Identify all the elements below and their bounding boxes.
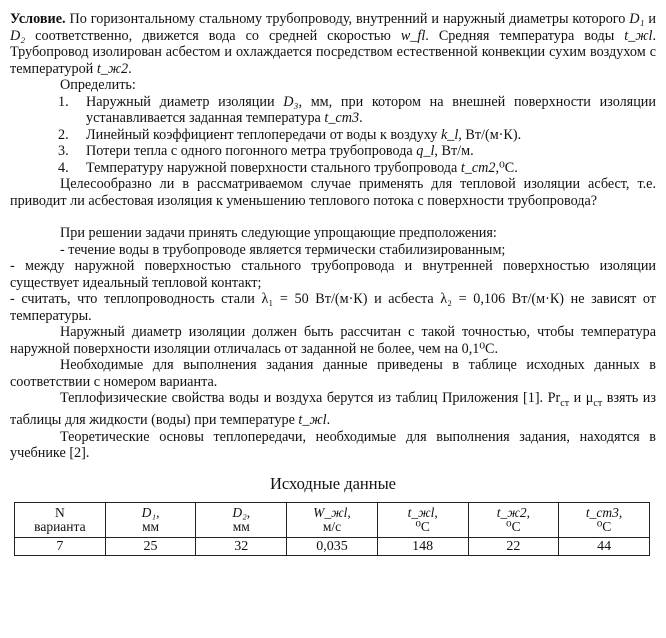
var-wf: w_fl: [400, 27, 426, 44]
header-cell: t_жl, ⁰C: [377, 503, 468, 538]
condition-paragraph: Условие. По горизонтальному стальному трубопроводу, внутренний и наружный диаметры которого D₁ и D₂ соответственно, движется вода со средней скоростью w_fl. Средняя температура воды t_жl. Трубопровод изолирован асбестом и охлаждается посредством естественной конвекции сухим воздухом с температурой t_ж2.: [10, 11, 657, 77]
table-cell: 32: [196, 538, 287, 556]
theory-paragraph: Теоретические основы теплопередачи, необходимые для выполнения задания, находятся в учебнике [2].: [10, 428, 656, 462]
assumptions-intro: При решении задачи принять следующие упрощающие предположения:: [60, 225, 497, 241]
task-item: 3. Потери тепла с одного погонного метра трубопровода q_l, Вт/м.: [58, 143, 474, 159]
source-data-table: [14, 502, 650, 556]
header-cell: D₁, мм: [105, 503, 196, 538]
assumption-2: - между наружной поверхностью стального трубопровода и внутренней поверхностью изоляции существует идеальный тепловой контакт;: [10, 258, 656, 291]
header-cell: t_ж2, ⁰C: [468, 503, 559, 538]
task-list: [10, 94, 656, 177]
table-cell: 22: [468, 538, 559, 556]
header-cell: W_жl, м/с: [287, 503, 378, 538]
table-cell: 7: [15, 538, 106, 556]
table-cell: 148: [377, 538, 468, 556]
question-paragraph: Целесообразно ли в рассматриваемом случае применять для тепловой изоляции асбест, т.е. приводит ли асбестовая изоляция к уменьшению теплового потока с поверхности трубопровода?: [10, 176, 656, 209]
var-d1: D₁: [629, 11, 645, 27]
determine-label: Определить:: [60, 77, 136, 93]
task-item: 1. Наружный диаметр изоляции D₃, мм, при котором на внешней поверхности изоляции устанавливается заданная температура t_ст3.: [58, 93, 656, 126]
assumption-1: - течение воды в трубопроводе является термически стабилизированным;: [60, 241, 506, 258]
var-d2: D₂: [10, 27, 26, 44]
variant-note: Необходимые для выполнения задания данные приведены в таблице исходных данных в соответствии с номером варианта.: [10, 357, 656, 390]
table-row: [15, 538, 650, 556]
task-item: 2. Линейный коэффициент теплопередачи от воды к воздуху k_l, Вт/(м·К).: [58, 126, 522, 143]
var-tf: t_жl: [624, 27, 653, 44]
table-cell: 44: [559, 538, 650, 556]
header-cell: N варианта: [15, 503, 106, 538]
table-header-row: [15, 503, 650, 538]
task-item: 4. Температуру наружной поверхности стального трубопровода t_ст2,⁰C.: [58, 159, 518, 176]
header-cell: D₂, мм: [196, 503, 287, 538]
thermo-paragraph: Теплофизические свойства воды и воздуха берутся из таблиц Приложения [1]. $Pr_{ст}$ и $\mu_{ст}$ взять из таблицы для жидкости (воды) при температуре t_жl.: [10, 390, 657, 429]
assumption-3: - считать, что теплопроводность стали λ₁ = 50 Вт/(м·К) и асбеста λ₂ = 0,106 Вт/(м·К) не зависят от температуры.: [10, 291, 656, 324]
table-cell: 0,035: [287, 538, 378, 556]
condition-label: Условие.: [10, 11, 66, 27]
table-title: Исходные данные: [270, 473, 396, 493]
table-cell: 25: [105, 538, 196, 556]
header-cell: t_ст3, ⁰C: [559, 503, 650, 538]
var-tf2: t_ж2: [96, 60, 129, 77]
accuracy-paragraph: Наружный диаметр изоляции должен быть рассчитан с такой точностью, чтобы температура наружной поверхности изоляции отличалась от заданной не более, чем на 0,1⁰C.: [10, 324, 656, 357]
